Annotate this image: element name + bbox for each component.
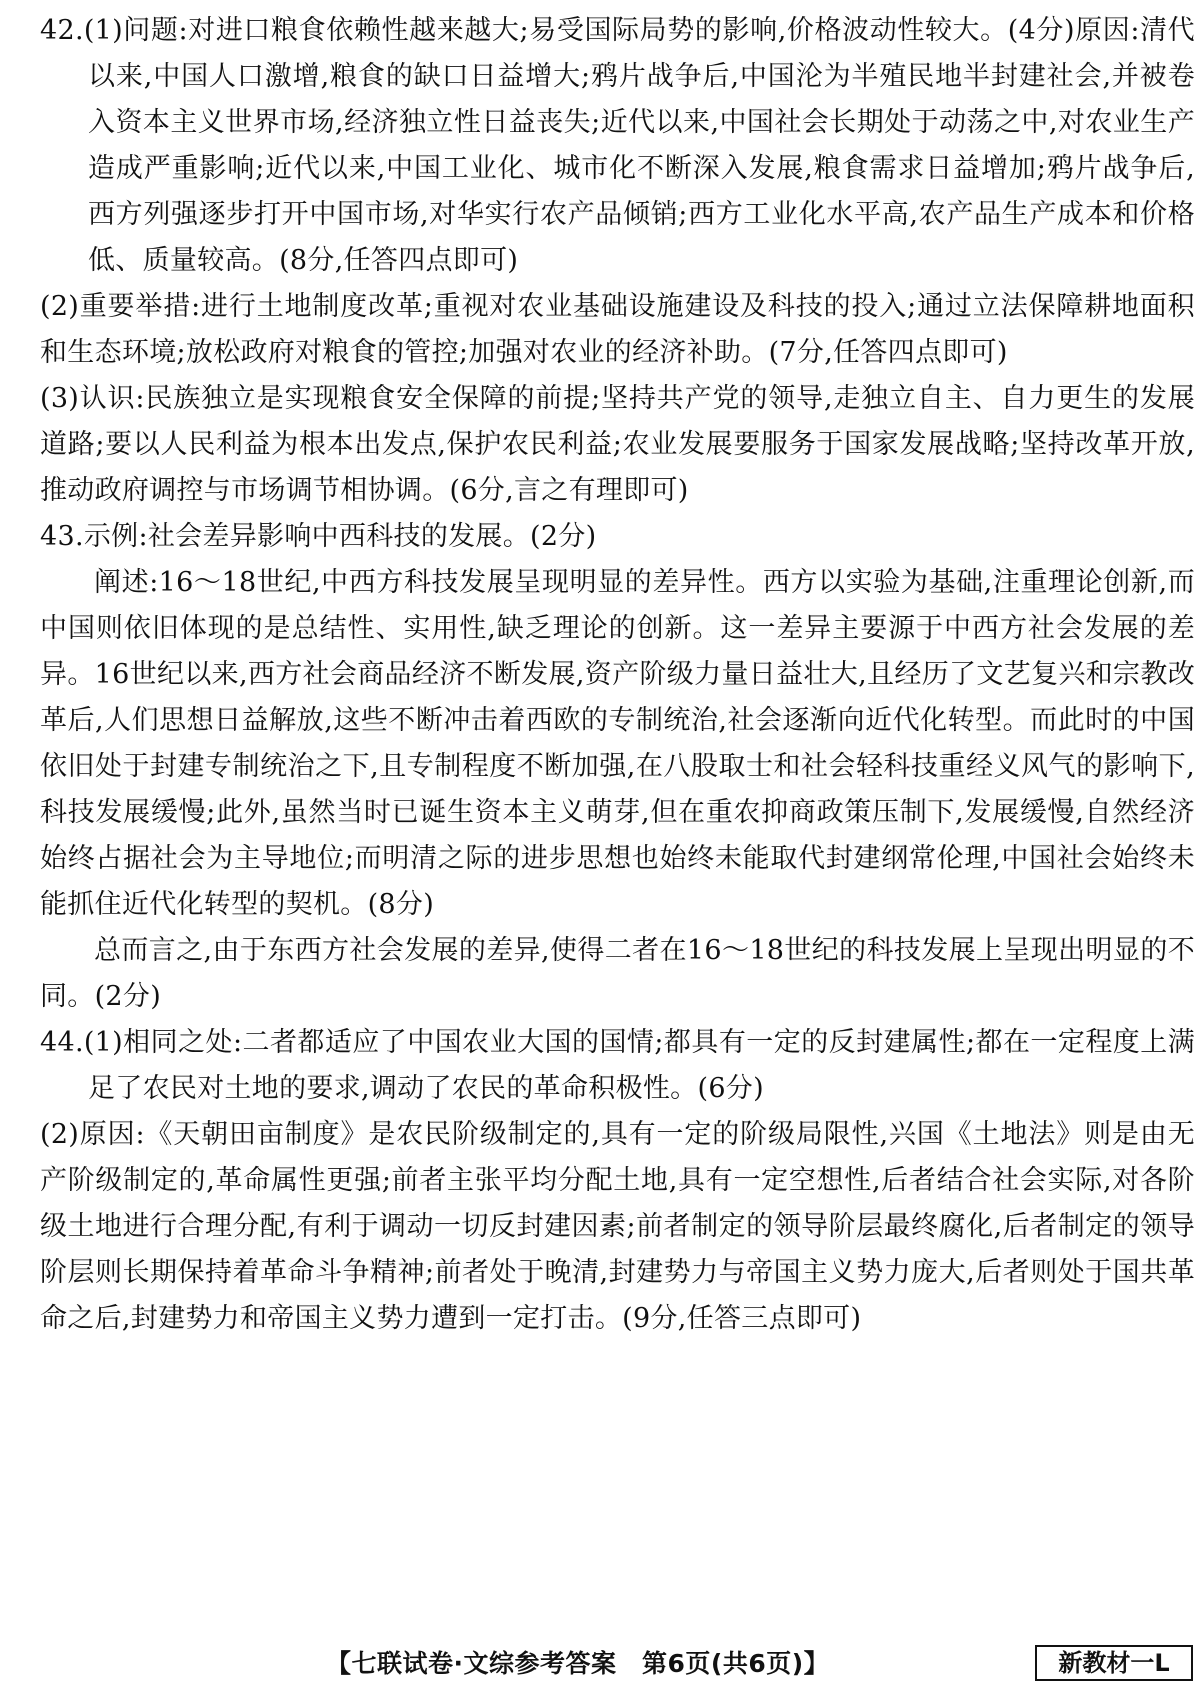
page-footer (0, 1645, 1200, 1685)
answer-content (40, 8, 1195, 1342)
q43-conclusion: 总而言之,由于东西方社会发展的差异,使得二者在16～18世纪的科技发展上呈现出明显的不同。(2分) (40, 935, 1195, 1012)
footer-title: 【七联试卷·文综参考答案 第6页(共6页)】 (326, 1649, 830, 1678)
q44-part2: (2)原因:《天朝田亩制度》是农民阶级制定的,具有一定的阶级局限性,兴国《土地法》则是由无产阶级制定的,革命属性更强;前者主张平均分配土地,具有一定空想性,后者结合社会实际,对各阶级土地进行合理分配,有利于调动一切反封建因素;前者制定的领导阶层最终腐化,后者制定的领导阶层则长期保持着革命斗争精神;前者处于晚清,封建势力与帝国主义势力庞大,后者则处于国共革命之后,封建势力和帝国主义势力遭到一定打击。(9分,任答三点即可) (40, 1119, 1195, 1334)
q42-part1: 42.(1)问题:对进口粮食依赖性越来越大;易受国际局势的影响,价格波动性较大。(4分)原因:清代以来,中国人口激增,粮食的缺口日益增大;鸦片战争后,中国沦为半殖民地半封建社会,并被卷入资本主义世界市场,经济独立性日益丧失;近代以来,中国社会长期处于动荡之中,对农业生产造成严重影响;近代以来,中国工业化、城市化不断深入发展,粮食需求日益增加;鸦片战争后,西方列强逐步打开中国市场,对华实行农产品倾销;西方工业化水平高,农产品生产成本和价格低、质量较高。(8分,任答四点即可) (40, 15, 1195, 276)
q42-part2: (2)重要举措:进行土地制度改革;重视对农业基础设施建设及科技的投入;通过立法保障耕地面积和生态环境;放松政府对粮食的管控;加强对农业的经济补助。(7分,任答四点即可) (40, 291, 1195, 368)
q43-elaboration: 阐述:16～18世纪,中西方科技发展呈现明显的差异性。西方以实验为基础,注重理论创新,而中国则依旧体现的是总结性、实用性,缺乏理论的创新。这一差异主要源于中西方社会发展的差异。16世纪以来,西方社会商品经济不断发展,资产阶级力量日益壮大,且经历了文艺复兴和宗教改革后,人们思想日益解放,这些不断冲击着西欧的专制统治,社会逐渐向近代化转型。而此时的中国依旧处于封建专制统治之下,且专制程度不断加强,在八股取士和社会轻科技重经义风气的影响下,科技发展缓慢;此外,虽然当时已诞生资本主义萌芽,但在重农抑商政策压制下,发展缓慢,自然经济始终占据社会为主导地位;而明清之际的进步思想也始终未能取代封建纲常伦理,中国社会始终未能抓住近代化转型的契机。(8分) (40, 567, 1195, 920)
q44-part1: 44.(1)相同之处:二者都适应了中国农业大国的国情;都具有一定的反封建属性;都在一定程度上满足了农民对土地的要求,调动了农民的革命积极性。(6分) (40, 1027, 1195, 1104)
edition-badge: 新教材一L (1035, 1645, 1193, 1681)
q43-example: 43.示例:社会差异影响中西科技的发展。(2分) (40, 521, 597, 552)
q42-part3: (3)认识:民族独立是实现粮食安全保障的前提;坚持共产党的领导,走独立自主、自力更生的发展道路;要以人民利益为根本出发点,保护农民利益;农业发展要服务于国家发展战略;坚持改革开放,推动政府调控与市场调节相协调。(6分,言之有理即可) (40, 383, 1195, 506)
